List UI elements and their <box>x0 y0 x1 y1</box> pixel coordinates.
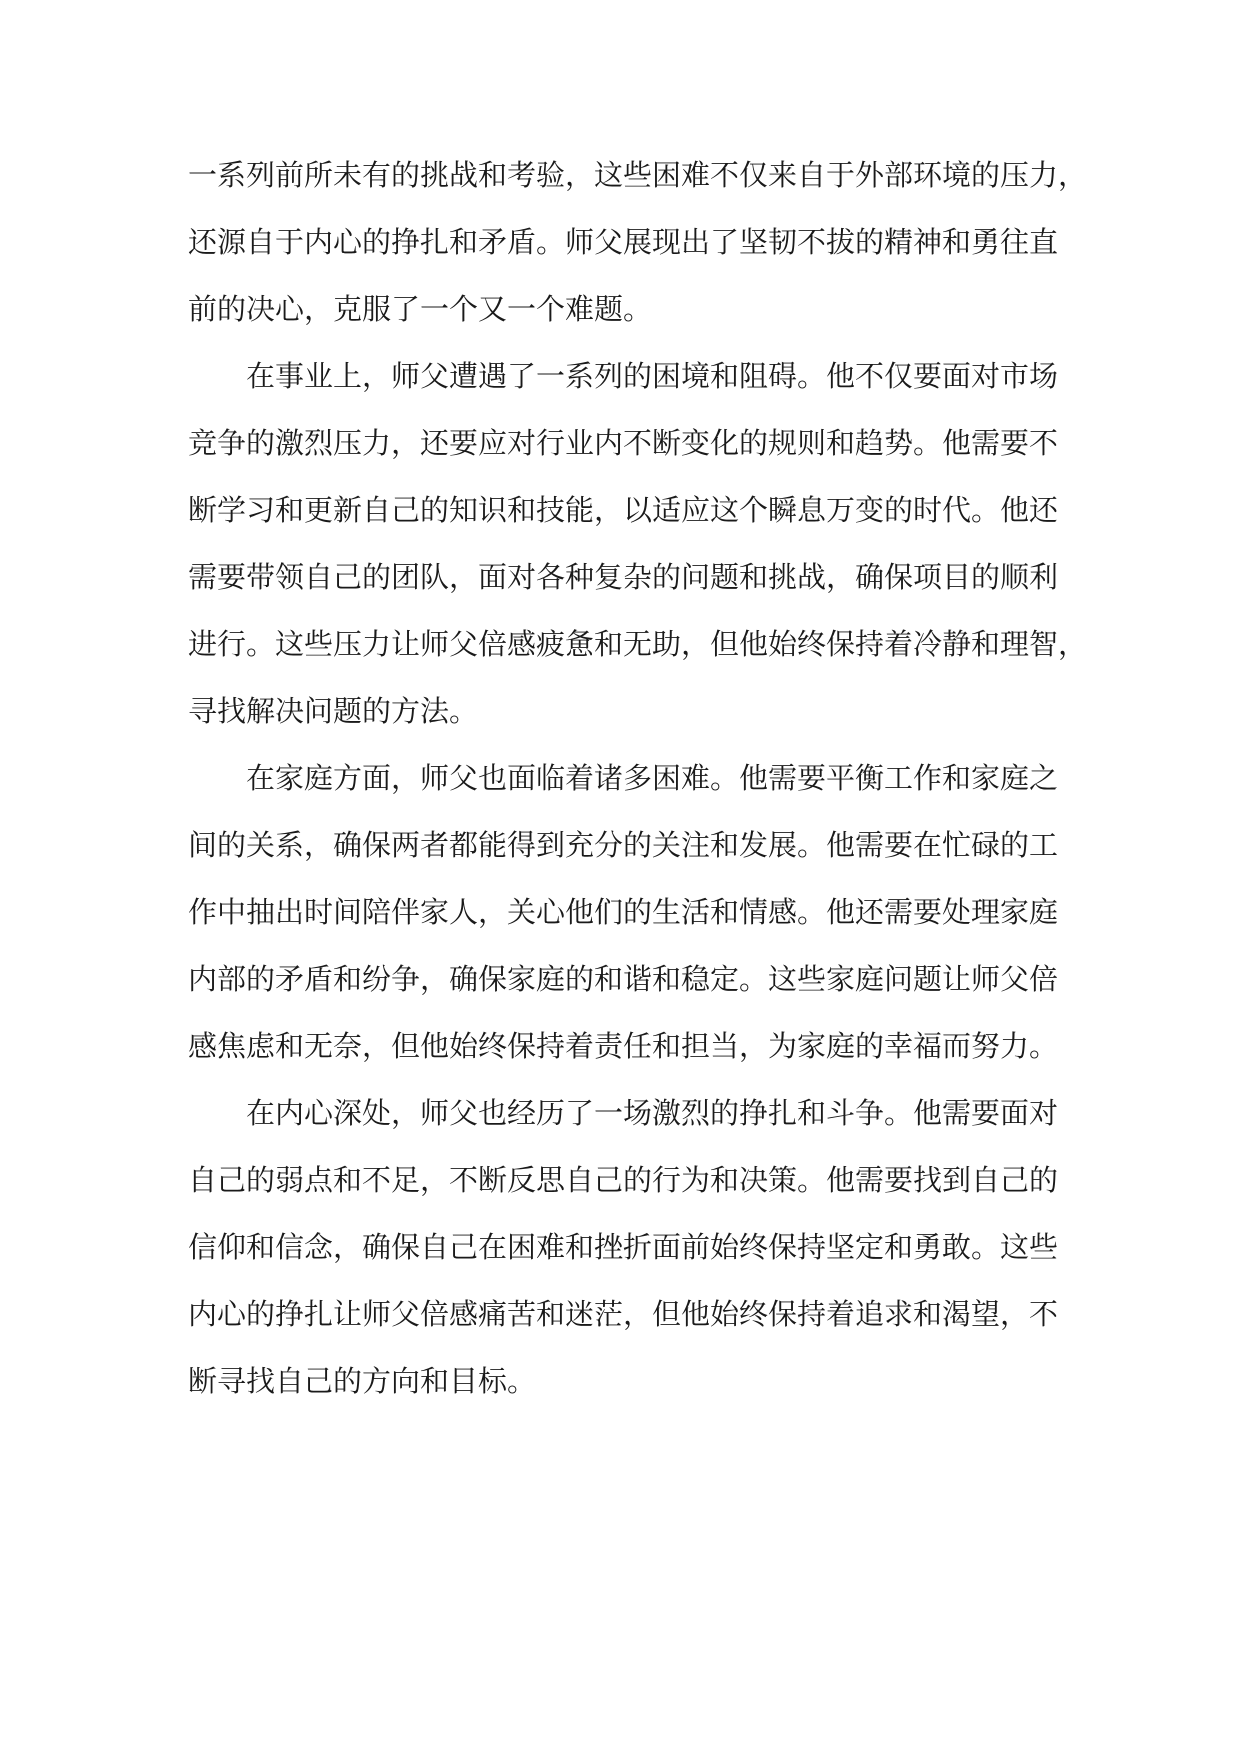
paragraph-4-line-5: 断寻找自己的方向和目标。 <box>188 1364 537 1398</box>
paragraph-1-line-1: 一系列前所未有的挑战和考验，这些困难不仅来自于外部环境的压力， <box>188 158 1088 192</box>
paragraph-4-line-2: 自己的弱点和不足，不断反思自己的行为和决策。他需要找到自己的 <box>188 1163 1059 1197</box>
paragraph-2-line-5: 进行。这些压力让师父倍感疲惫和无助，但他始终保持着冷静和理智， <box>188 627 1088 661</box>
paragraph-2-line-4: 需要带领自己的团队，面对各种复杂的问题和挑战，确保项目的顺利 <box>188 560 1059 594</box>
paragraph-2-line-3: 断学习和更新自己的知识和技能，以适应这个瞬息万变的时代。他还 <box>188 493 1059 527</box>
paragraph-3-line-2: 间的关系，确保两者都能得到充分的关注和发展。他需要在忙碌的工 <box>188 828 1059 862</box>
paragraph-2-line-2: 竞争的激烈压力，还要应对行业内不断变化的规则和趋势。他需要不 <box>188 426 1059 460</box>
paragraph-3-line-1: 在家庭方面，师父也面临着诸多困难。他需要平衡工作和家庭之 <box>246 761 1059 795</box>
paragraph-3-line-3: 作中抽出时间陪伴家人，关心他们的生活和情感。他还需要处理家庭 <box>188 895 1059 929</box>
body-text <box>188 142 1088 1415</box>
paragraph-3-line-5: 感焦虑和无奈，但他始终保持着责任和担当，为家庭的幸福而努力。 <box>188 1029 1059 1063</box>
paragraph-2-line-6: 寻找解决问题的方法。 <box>188 694 479 728</box>
paragraph-4-line-3: 信仰和信念，确保自己在困难和挫折面前始终保持坚定和勇敢。这些 <box>188 1230 1059 1264</box>
paragraph-4-line-4: 内心的挣扎让师父倍感痛苦和迷茫，但他始终保持着追求和渴望，不 <box>188 1297 1059 1331</box>
paragraph-1-line-2: 还源自于内心的挣扎和矛盾。师父展现出了坚韧不拔的精神和勇往直 <box>188 225 1059 259</box>
paragraph-3-line-4: 内部的矛盾和纷争，确保家庭的和谐和稳定。这些家庭问题让师父倍 <box>188 962 1059 996</box>
paragraph-1-line-3: 前的决心，克服了一个又一个难题。 <box>188 292 653 326</box>
paragraph-2-line-1: 在事业上，师父遭遇了一系列的困境和阻碍。他不仅要面对市场 <box>246 359 1059 393</box>
paragraph-4-line-1: 在内心深处，师父也经历了一场激烈的挣扎和斗争。他需要面对 <box>246 1096 1059 1130</box>
